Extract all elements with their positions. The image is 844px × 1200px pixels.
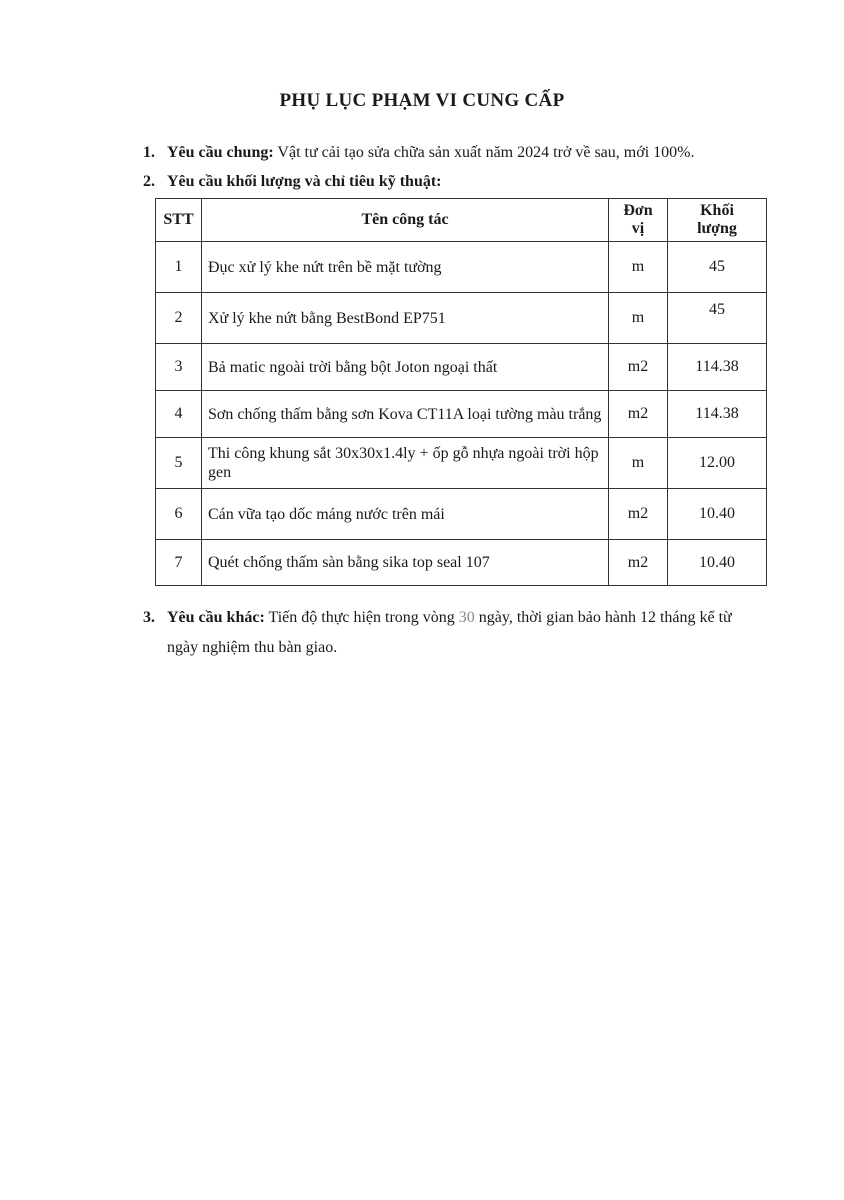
table-row [156,293,767,344]
section-3-text-after: ngày, thời gian bảo hành 12 tháng kể từ [478,609,732,626]
cell-name: Thi công khung sắt 30x30x1.4ly + ốp gỗ nhựa ngoài trời hộp gen [202,438,609,489]
cell-qty: 10.40 [668,540,767,586]
cell-stt: 6 [156,489,202,540]
cell-stt: 7 [156,540,202,586]
table-row [156,489,767,540]
table-header-row [156,199,767,242]
cell-unit: m [609,438,668,489]
section-1-text: Vật tư cải tạo sửa chữa sản xuất năm 2024 trở về sau, mới 100%. [277,144,695,161]
section-2-label: Yêu cầu khối lượng và chỉ tiêu kỹ thuật: [167,173,442,190]
cell-name: Quét chống thấm sàn bằng sika top seal 107 [202,540,609,586]
section-2-number: 2. [143,173,155,190]
table-row [156,391,767,438]
cell-unit: m2 [609,344,668,391]
section-3 [143,608,783,628]
header-stt: STT [156,199,202,242]
table-row [156,438,767,489]
header-unit [609,199,668,242]
header-unit-line1: Đơn [623,202,653,219]
cell-name: Đục xử lý khe nứt trên bề mặt tường [202,242,609,293]
section-3-days: 30 [458,609,475,626]
cell-unit: m2 [609,391,668,438]
section-3-text-before: Tiến độ thực hiện trong vòng [268,609,455,626]
cell-stt: 1 [156,242,202,293]
header-name: Tên công tác [202,199,609,242]
cell-qty: 45 [668,242,767,293]
section-1-label: Yêu cầu chung: [167,144,274,161]
cell-name: Cán vữa tạo dốc máng nước trên mái [202,489,609,540]
cell-unit: m [609,242,668,293]
section-1-number: 1. [143,144,155,161]
table-row [156,242,767,293]
cell-qty: 114.38 [668,391,767,438]
cell-unit: m2 [609,540,668,586]
cell-unit: m [609,293,668,344]
section-3-text-line2: ngày nghiệm thu bàn giao. [167,639,338,656]
table-row [156,540,767,586]
cell-stt: 2 [156,293,202,344]
cell-name: Bả matic ngoài trời bằng bột Joton ngoại thất [202,344,609,391]
cell-qty: 10.40 [668,489,767,540]
cell-stt: 5 [156,438,202,489]
page-title: PHỤ LỤC PHẠM VI CUNG CẤP [279,90,565,111]
section-2 [143,172,442,192]
cell-qty: 114.38 [668,344,767,391]
table-row [156,344,767,391]
cell-qty: 12.00 [668,438,767,489]
section-3-continuation [167,638,337,658]
cell-name: Xử lý khe nứt bằng BestBond EP751 [202,293,609,344]
section-3-label: Yêu cầu khác: [167,609,265,626]
header-qty-line2: lượng [697,220,737,237]
header-unit-line2: vị [631,220,645,237]
cell-stt: 4 [156,391,202,438]
header-qty-line1: Khối [700,202,734,219]
cell-unit: m2 [609,489,668,540]
cell-qty: 45 [668,293,767,344]
section-3-number: 3. [143,609,155,626]
cell-stt: 3 [156,344,202,391]
header-qty [668,199,767,242]
works-table [155,198,767,586]
section-1 [143,143,694,163]
cell-name: Sơn chống thấm bằng sơn Kova CT11A loại tường màu trắng [202,391,609,438]
